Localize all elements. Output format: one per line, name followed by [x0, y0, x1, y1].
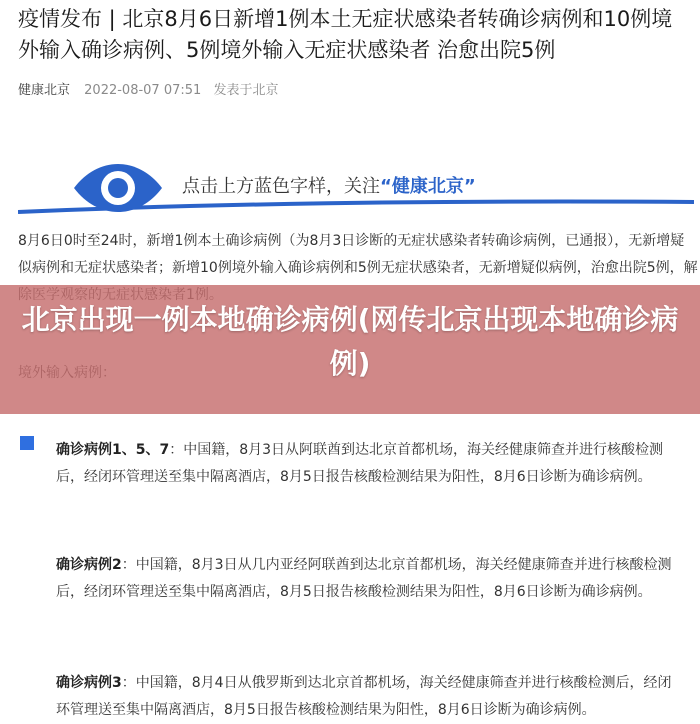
case-item	[56, 552, 681, 606]
publish-date: 2022-08-07 07:51	[84, 83, 202, 98]
publish-location: 发表于北京	[213, 83, 279, 98]
eye-icon	[74, 164, 162, 212]
case-item	[56, 437, 681, 491]
case-item	[56, 670, 681, 724]
author-link[interactable]: 健康北京	[18, 83, 71, 98]
section-bullet-icon	[20, 436, 34, 450]
case-label: 确诊病例1、5、7	[56, 442, 170, 458]
overlay-headline: 北京出现一例本地确诊病例(网传北京出现本地确诊病例)	[21, 303, 679, 380]
article-meta	[18, 79, 278, 98]
article-title: 疫情发布 | 北京8月6日新增1例本土无症状感染者转确诊病例和10例境外输入确诊病例、5例境外输入无症状感染者 治愈出院5例	[18, 7, 673, 62]
intro-paragraph: 8月6日0时至24时，新增1例本土确诊病例（为8月3日诊断的无症状感染者转确诊病例，已通报），无新增疑似病例和无症状感染者；新增10例境外输入确诊病例和5例无症状感染者，无新增疑似病例，治愈出院5例，解	[18, 233, 698, 276]
banner-text	[182, 172, 476, 198]
case-text: ：中国籍，8月3日从阿联酋到达北京首都机场，海关经健康筛查并进行核酸检测后，经闭环管理送至集中隔离酒店，8月5日报告核酸检测结果为阳性，8月6日诊断为确诊病例。	[56, 442, 664, 485]
case-label: 确诊病例3	[56, 675, 122, 691]
banner-highlight[interactable]: “健康北京”	[380, 176, 476, 197]
banner-prefix: 点击上方蓝色字样，关注	[182, 176, 380, 197]
case-text: ：中国籍，8月3日从几内亚经阿联酋到达北京首都机场，海关经健康筛查并进行核酸检测后，经闭环管理送至集中隔离酒店，8月5日报告核酸检测结果为阳性，8月6日诊断为确诊病例。	[56, 557, 672, 600]
case-label: 确诊病例2	[56, 557, 122, 573]
case-text: ：中国籍，8月4日从俄罗斯到达北京首都机场，海关经健康筛查并进行核酸检测后，经闭环管理送至集中隔离酒店，8月5日报告核酸检测结果为阳性，8月6日诊断为确诊病例。	[56, 675, 672, 718]
